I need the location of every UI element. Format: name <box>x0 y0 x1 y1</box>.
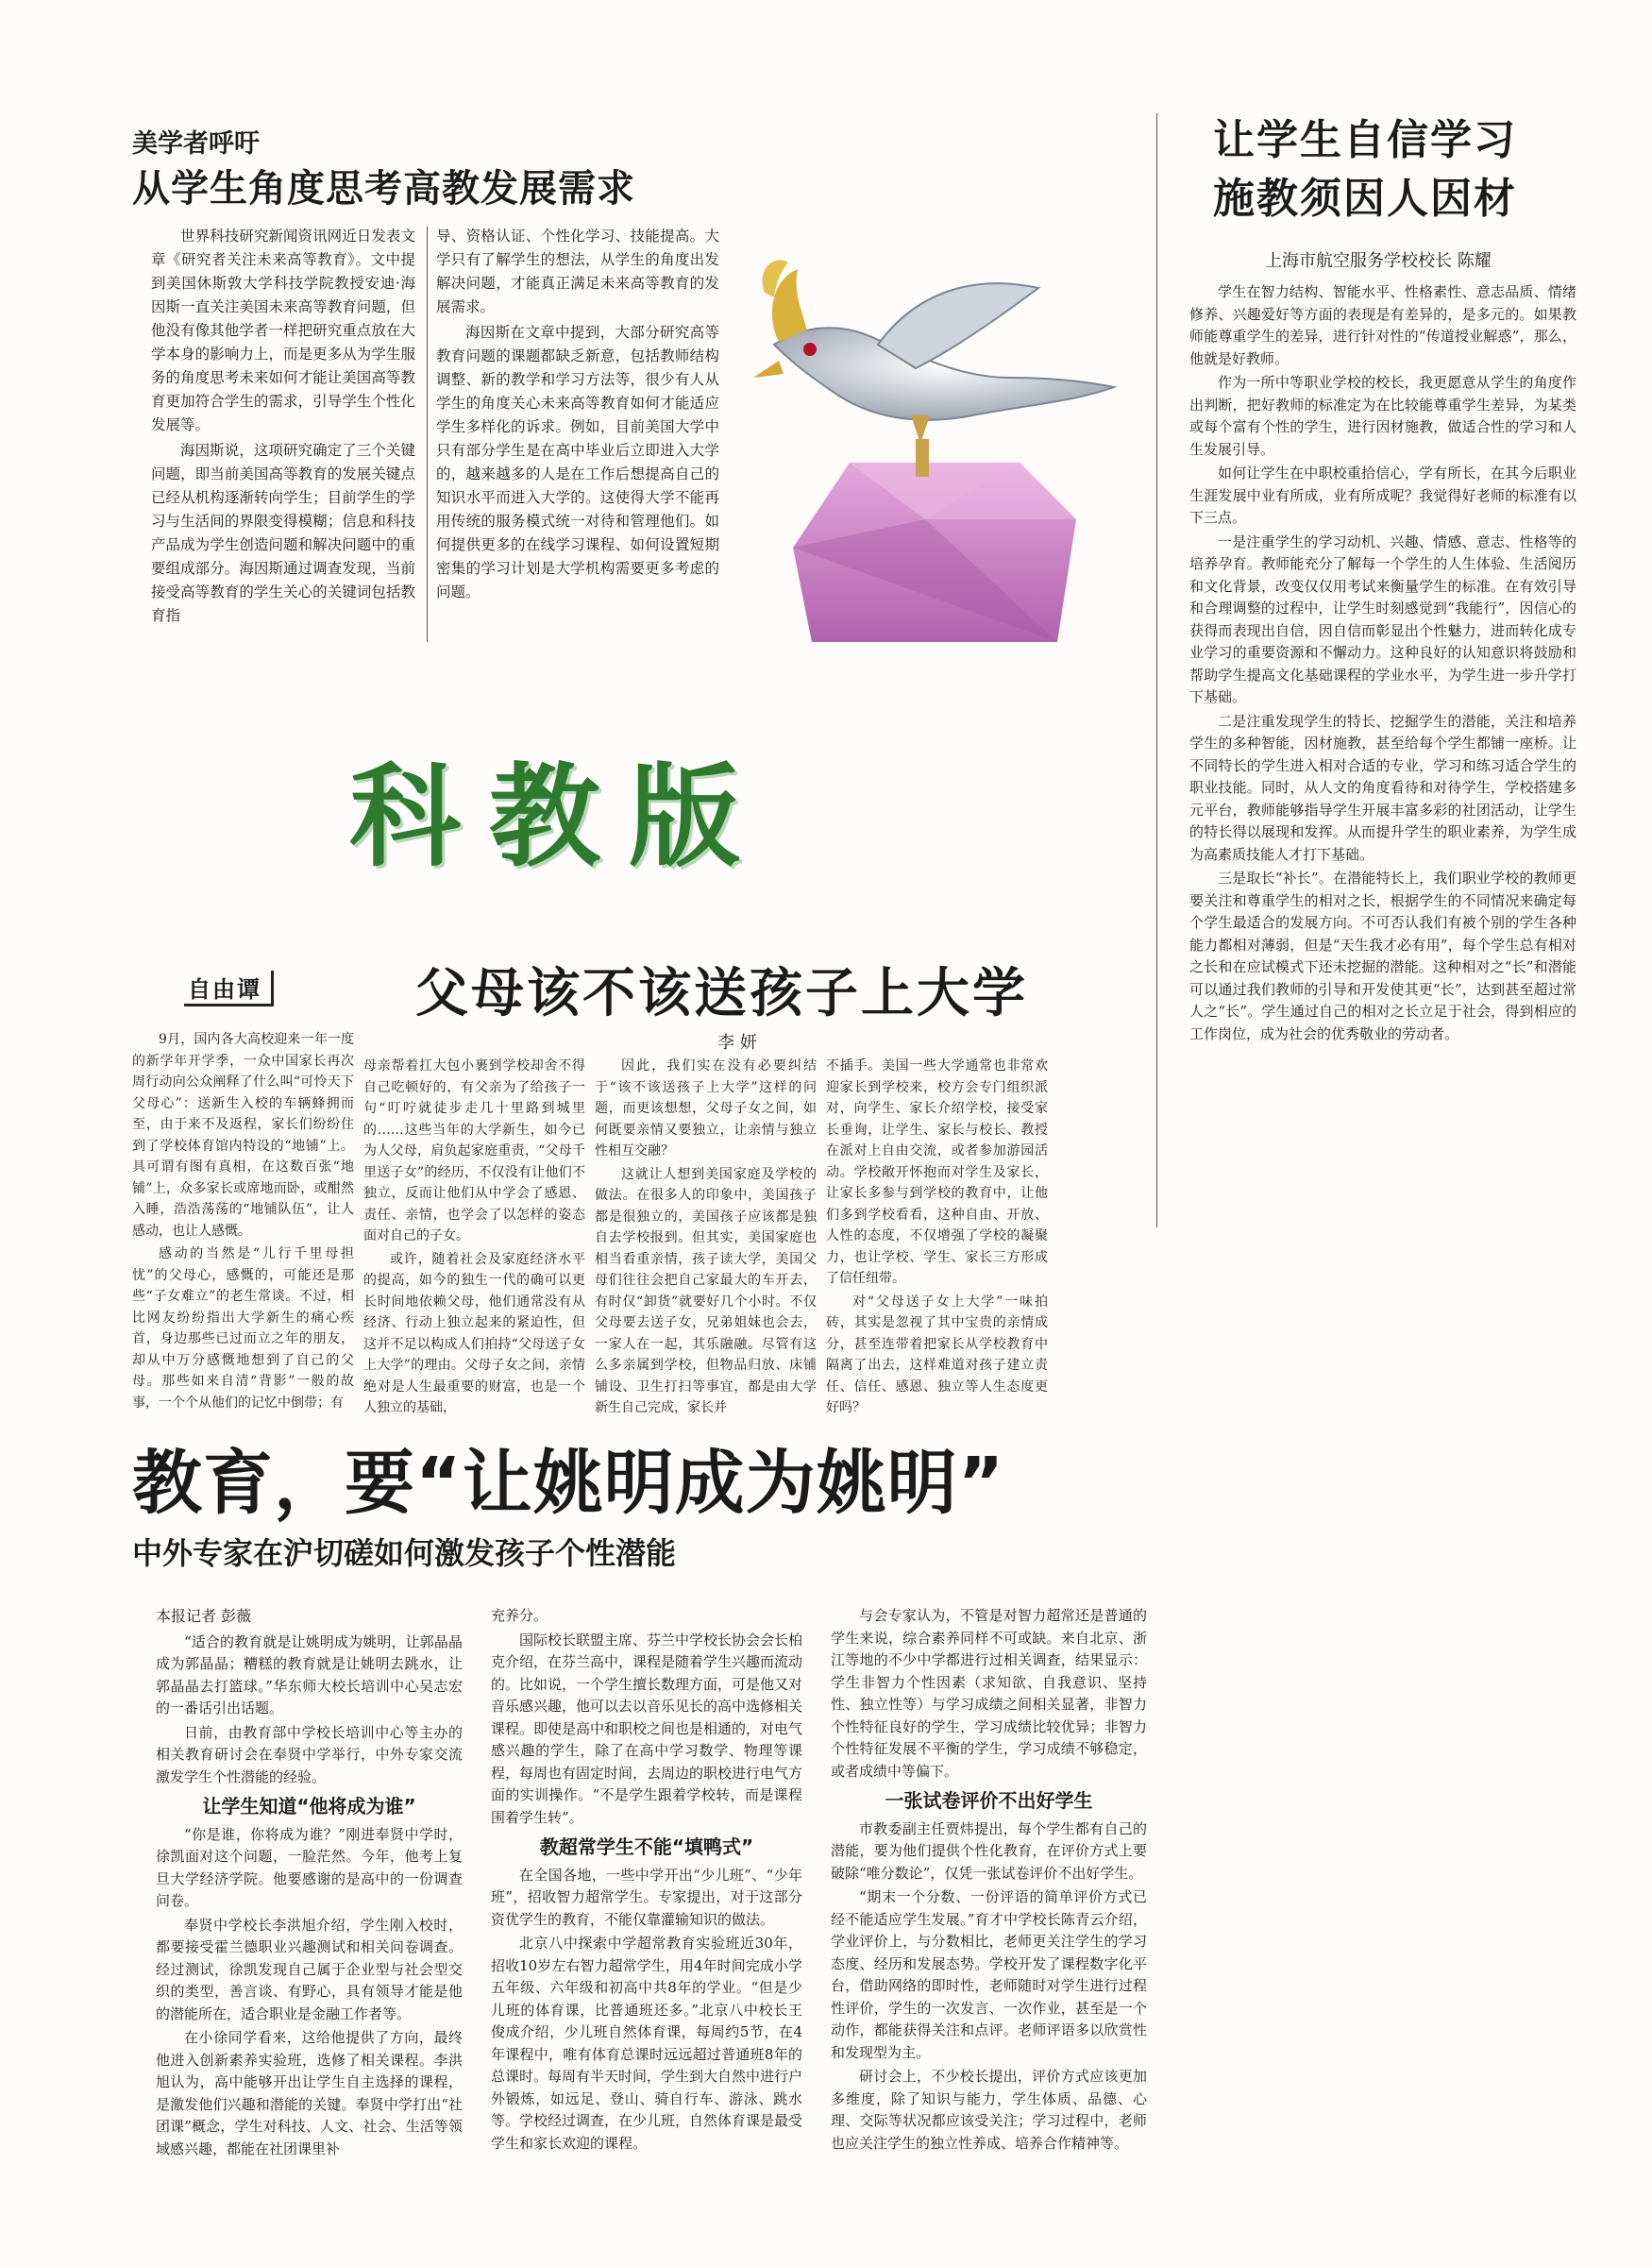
bird-eye <box>803 343 817 356</box>
yao-col3 <box>831 1605 1147 2156</box>
title-line: 让学生自信学习 <box>1213 116 1517 164</box>
paragraph: 母亲帮着扛大包小裹到学校却舍不得自己吃顿好的，有父亲为了给孩子一句“叮咛就徒步走几十里路到城里的……这些当年的大学新生，如今已为人父母，肩负起家庭重责，“父母千里送子女”的经历，不仅没有让他们不独立，反而让他们从中学会了感恩、责任、亲情，也学会了以怎样的姿态面对自己的子女。 <box>363 1058 585 1243</box>
yao-subheadline: 中外专家在沪切磋如何激发孩子个性潜能 <box>132 1535 677 1571</box>
parents-col1 <box>132 1029 354 1415</box>
yao-col1 <box>156 1605 463 2162</box>
right-article-title <box>1213 111 1517 228</box>
column-divider <box>427 227 428 642</box>
paragraph: 充养分。 <box>491 1607 548 1624</box>
paragraph: 研讨会上，不少校长提出，评价方式应该更加多维度，除了知识与能力，学生体质、品德、心理、交际等状况都应该受关注；学习过程中，老师也应关注学生的独立性养成、培养合作精神等。 <box>831 2068 1147 2152</box>
parents-col3 <box>595 1056 817 1421</box>
paragraph: 对“父母送子女上大学”一味拍砖，其实是忽视了其中宝贵的亲情成分，甚至连带着把家长从学校教育中隔离了出去，这样难道对孩子建立责任、信任、感恩、独立等人生态度更好吗？ <box>826 1294 1048 1415</box>
paragraph: 这就让人想到美国家庭及学校的做法。在很多人的印象中，美国孩子都是很独立的，美国孩子应该都是独自去学校报到。但其实，美国家庭也相当看重亲情，孩子读大学，美国父母们往往会把自己家最大的车开去，有时仅“卸货”就要好几个小时。不仅父母要去送子女，兄弟姐妹也会去，一家人在一起，其乐融融。尽管有这么多亲属到学校，但物品归放、床铺铺设、卫生打扫等事宜，都是由大学新生自己完成，家长并 <box>595 1166 817 1415</box>
paragraph: 不插手。美国一些大学通常也非常欢迎家长到学校来，校方会专门组织派对，向学生、家长介绍学校，接受家长垂询，让学生、家长与校长、教授在派对上自由交流，或者参加游园活动。学校敞开怀抱而对学生及家长，让家长多参与到学校的教育中，让他们多到学校看看，这种自由、开放、人性的态度，不仅增强了学校的凝聚力，也让学校、学生、家长三方形成了信任纽带。 <box>826 1058 1048 1286</box>
yao-headline: 教育，要“让姚明成为姚明” <box>132 1443 1005 1524</box>
paragraph: 奉贤中学校长李洪旭介绍，学生刚入校时，都要接受霍兰德职业兴趣测试和相关问卷调查。经过测试，徐凯发现自己属于企业型与社会型交织的类型，善言谈、有野心，具有领导才能是他的潜能所在，适合职业是金融工作者等。 <box>156 1916 463 2022</box>
title-line: 施教须因人因材 <box>1213 175 1517 223</box>
jewelry-bird-photo <box>736 236 1133 651</box>
paragraph: 作为一所中等职业学校的校长，我更愿意从学生的角度作出判断，把好教师的标准定为在比较能尊重学生差异，为某类或每个富有个性的学生，进行因材施教，做适合性的学习和人生发展引导。 <box>1189 374 1576 458</box>
kicker-label: 美学者呼吁 <box>132 129 260 159</box>
column-divider <box>1156 113 1157 1227</box>
paragraph: 三是取长“补长”。在潜能特长上，我们职业学校的教师更要关注和尊重学生的相对之长，根据学生的不同情况来确定每个学生最适合的发展方向。不可否认我们有被个别的学生各种能力都相对薄弱，但是“天生我才必有用”，每个学生总有相对之长和在应试模式下还未挖掘的潜能。这种相对之“长”和潜能可以通过我们教师的引导和开发使其更“长”，达到甚至超过常人之“长”。学生通过自己的相对之长立足于社会，得到相应的工作岗位，成为社会的优秀敬业的劳动者。 <box>1189 870 1576 1042</box>
bird-brooch-illustration <box>736 236 1133 651</box>
paragraph: 感动的当然是“儿行千里母担忧”的父母心，感慨的，可能还是那些“子女难立”的老生常谈。不过，相比网友纷纷指出大学新生的痛心疾首，身边那些已过而立之年的朋友，却从中万分感慨地想到了自己的父母。那些如来自清“背影”一般的故事，一个个从他们的记忆中倒带；有 <box>132 1246 354 1411</box>
paragraph: 在全国各地，一些中学开出“少儿班”、“少年班”，招收智力超常学生。专家提出，对于这部分资优学生的教育，不能仅靠灌输知识的做法。 <box>491 1866 802 1928</box>
bird-wing <box>878 283 1038 368</box>
paragraph: “你是谁，你将成为谁？”刚进奉贤中学时，徐凯面对这个问题，一脸茫然。今年，他考上复旦大学经济学院。他要感谢的是高中的一份调查问卷。 <box>156 1825 463 1909</box>
bird-beak <box>753 361 784 378</box>
paragraph: 二是注重发现学生的特长、挖掘学生的潜能，关注和培养学生的多种智能，因材施教，甚至给每个学生都铺一座桥。让不同特长的学生进入相对合适的专业，学习和练习适合学生的职业技能。同时，从人文的角度看待和对待学生，学校搭建多元平台，教师能够指导学生开展丰富多彩的社团活动，让学生的特长得以展现和发挥。从而提升学生的职业素养，为学生成为高素质技能人才打下基础。 <box>1189 712 1576 863</box>
section-heading: 教超常学生不能“填鸭式” <box>539 1835 754 1858</box>
parents-col4 <box>826 1056 1048 1421</box>
paragraph: 因此，我们实在没有必要纠结于“该不该送孩子上大学”这样的问题，而更该想想，父母子女之间，如何既要亲情又要独立，让亲情与独立性相互交融？ <box>595 1058 817 1158</box>
section-heading: 让学生知道“他将成为谁” <box>202 1795 416 1818</box>
paragraph: 导、资格认证、个性化学习、技能提高。大学只有了解学生的想法，从学生的角度出发解决问题，才能真正满足未来高等教育的发展需求。 <box>436 228 719 315</box>
paragraph: 海因斯说，这项研究确定了三个关键问题，即当前美国高等教育的发展关键点已经从机构逐渐转向学生；目前学生的学习与生活间的界限变得模糊；信息和科技产品成为学生创造问题和解决问题中的重要组成部分。海因斯通过调查发现，当前接受高等教育的学生关心的关键词包括教育指 <box>151 442 415 624</box>
parents-headline: 父母该不该送孩子上大学 <box>415 962 1028 1024</box>
top-left-headline: 从学生角度思考高教发展需求 <box>132 167 635 211</box>
byline: 本报记者 彭薇 <box>156 1607 252 1625</box>
paragraph: 一是注重学生的学习动机、兴趣、情感、意志、性格等的培养孕育。教师能充分了解每一个学生的人生体验、生活阅历和文化背景，改变仅仅用考试来衡量学生的标准。在有效引导和合理调整的过程中，让学生时刻感觉到“我能行”，因信心的获得而表现出自信，因自信而彰显出个性魅力，进而转化成专业学习的重要资源和不懈动力。这种良好的认知意识将鼓励和帮助学生提高文化基础课程的学业水平，为学生进一步升学打下基础。 <box>1189 533 1576 705</box>
top-left-col1 <box>151 225 415 630</box>
paragraph: 在小徐同学看来，这给他提供了方向，最终他进入创新素养实验班，选修了相关课程。李洪旭认为，高中能够开出让学生自主选择的课程，是激发他们兴趣和潜能的关键。奉贤中学打出“社团课”概念，学生对科技、人文、社会、生活等领域感兴趣，都能在社团课里补 <box>156 2029 463 2157</box>
paragraph: 日前，由教育部中学校长培训中心等主办的相关教育研讨会在奉贤中学举行，中外专家交流激发学生个性潜能的经验。 <box>156 1723 463 1785</box>
paragraph: 学生在智力结构、智能水平、性格素性、意志品质、情绪修养、兴趣爱好等方面的表现是有差异的，是多元的。如果教师能尊重学生的差异，进行针对性的“传道授业解惑”，那么，他就是好教师。 <box>1189 283 1576 367</box>
paragraph: “适合的教育就是让姚明成为姚明，让郭晶晶成为郭晶晶；糟糕的教育就是让姚明去跳水，让郭晶晶去打篮球。”华东师大校长培训中心吴志宏的一番话引出话题。 <box>156 1632 463 1716</box>
paragraph: 世界科技研究新闻资讯网近日发表文章《研究者关注未来高等教育》。文中提到美国休斯敦大学科技学院教授安迪·海因斯一直关注美国未来高等教育问题，但他没有像其他学者一样把研究重点放在大学本身的影响力上，而是更多从为学生服务的角度思考未来如何才能让美国高等教育更加符合学生的需求，引导学生个性化发展等。 <box>151 228 415 433</box>
paragraph: 海因斯在文章中提到，大部分研究高等教育问题的课题都缺乏新意，包括教师结构调整、新的教学和学习方法等，很少有人从学生的角度关心未来高等教育如何才能适应学生多样化的诉求。例如，目前美国大学中只有部分学生是在高中毕业后立即进入大学的，越来越多的人是在工作后想提高自己的知识水平而进入大学的。这使得大学不能再用传统的服务模式统一对待和管理他们。如何提供更多的在线学习课程、如何设置短期密集的学习计划是大学机构需要更多考虑的问题。 <box>436 324 719 600</box>
column-tag: 自由谭 <box>184 971 274 1006</box>
yao-col2 <box>491 1605 802 2156</box>
section-masthead: 科教版 <box>349 752 769 882</box>
parents-author: 李 妍 <box>717 1033 757 1053</box>
top-left-col2 <box>436 225 719 606</box>
section-heading: 一张试卷评价不出好学生 <box>885 1789 1093 1812</box>
right-article-body <box>1189 281 1576 1047</box>
paragraph: 与会专家认为，不管是对智力超常还是普通的学生来说，综合素养同样不可或缺。来自北京、浙江等地的不少中学都进行过相关调查，结果显示：学生非智力个性因素（求知欲、自我意识、坚持性、独立性等）与学习成绩之间相关显著，非智力个性特征良好的学生，学习成绩比较优异；非智力个性特征发展不平衡的学生，学习成绩不够稳定，或者成绩中等偏下。 <box>831 1607 1147 1780</box>
paragraph: 北京八中探索中学超常教育实验班近30年，招收10岁左右智力超常学生，用4年时间完成小学五年级、六年级和初高中共8年的学业。“但是少儿班的体育课，比普通班还多。”北京八中校长王俊成介绍，少儿班自然体育课，每周约5节，在4年课程中，唯有体育总课时远远超过普通班8年的总课时。每周有半天时间，学生到大自然中进行户外锻炼，如远足、登山、骑自行车、游泳、跳水等。学校经过调查，在少儿班，自然体育课是最受学生和家长欢迎的课程。 <box>491 1935 803 2152</box>
right-article-author: 上海市航空服务学校校长 陈耀 <box>1265 251 1492 271</box>
paragraph: 市教委副主任贾炜提出，每个学生都有自己的潜能，要为他们提供个性化教育，在评价方式上要破除“唯分数论”，仅凭一张试卷评价不出好学生。 <box>831 1819 1147 1882</box>
parents-col2 <box>363 1056 585 1421</box>
paragraph: 如何让学生在中职校重拾信心，学有所长，在其今后职业生涯发展中业有所成，业有所成呢？我觉得好老师的标准有以下三点。 <box>1189 465 1576 526</box>
paragraph: 9月，国内各大高校迎来一年一度的新学年开学季，一众中国家长再次周行动向公众阐释了什么叫“可怜天下父母心”：送新生入校的车辆蜂拥而至，由于来不及返程，家长们纷纷住到了学校体育馆内特设的“地铺”上。具可谓有图有真相，在这数百张“地铺”上，众多家长或席地而卧，或酣然入睡，浩浩荡荡的“地铺队伍”，让人感动，也让人感慨。 <box>132 1032 354 1239</box>
paragraph: 国际校长联盟主席、芬兰中学校长协会会长柏克介绍，在芬兰高中，课程是随着学生兴趣而流动的。比如说，一个学生擅长数理方面，可是他又对音乐感兴趣，他可以去以音乐见长的高中选修相关课程。即使是高中和职校之间也是相通的，对电气感兴趣的学生，除了在高中学习数学、物理等课程，每周也有固定时间，去周边的职校进行电气方面的实训操作。“不是学生跟着学校转，而是课程围着学生转”。 <box>491 1631 803 1826</box>
paragraph: 或许，随着社会及家庭经济水平的提高，如今的独生一代的确可以更长时间地依赖父母，他们通常没有从经济、行动上独立起来的紧迫性，但这并不足以构成人们拍持“父母送子女上大学”的理由。父母子女之间，亲情绝对是人生最重要的财富，也是一个人独立的基础， <box>363 1251 585 1415</box>
paragraph: “期末一个分数、一份评语的简单评价方式已经不能适应学生发展。”育才中学校长陈青云介绍，学业评价上，与分数相比，老师更关注学生的学习态度、经历和发展态势。学校开发了课程数字化平台，借助网络的即时性，老师随时对学生进行过程性评价，学生的一次发言、一次作业，甚至是一个动作，都能获得关注和点评。老师评语多以欣赏性和发现型为主。 <box>831 1888 1147 2061</box>
